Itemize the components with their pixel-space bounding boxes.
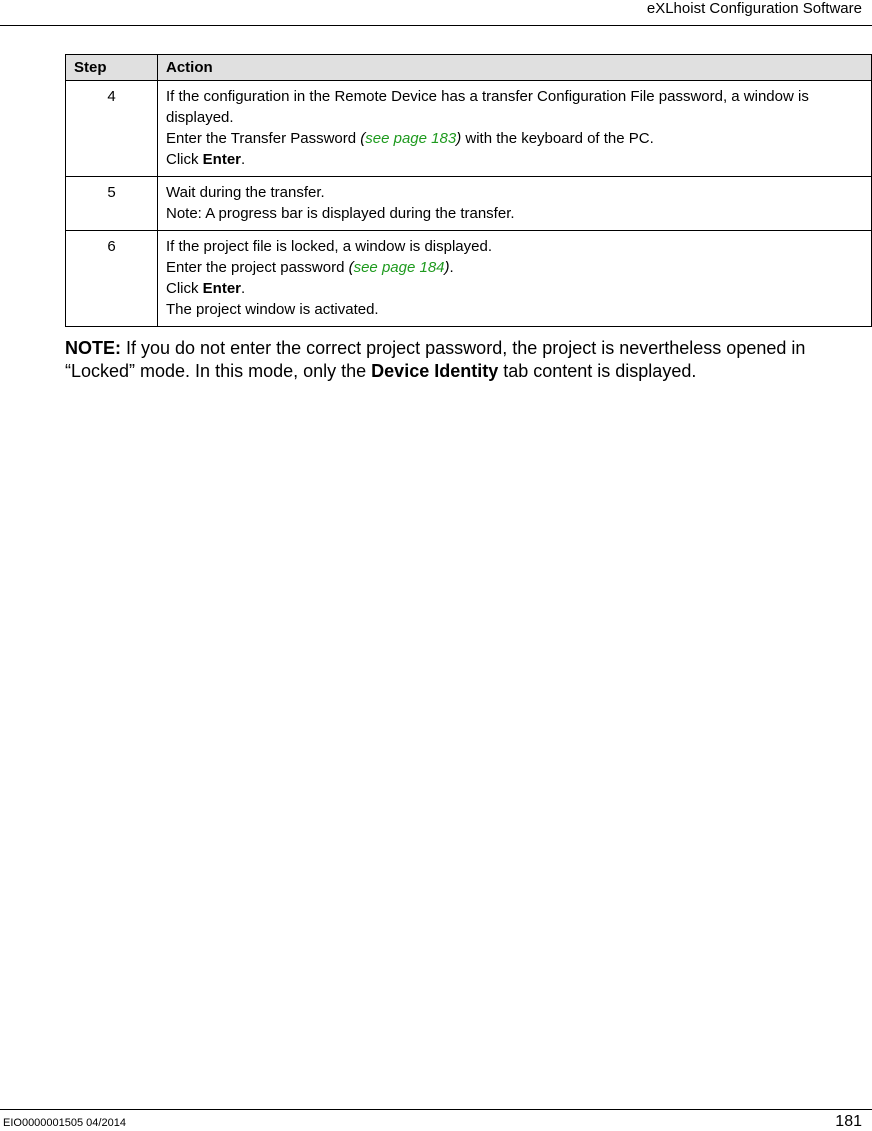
action-text-part: Click: [166, 280, 203, 297]
action-cell: [158, 177, 872, 231]
table-header-row: [66, 55, 872, 81]
procedure-table: [65, 54, 872, 327]
note-emphasis: Device Identity: [371, 361, 499, 381]
action-text: The project window is activated.: [166, 301, 379, 318]
header-divider: [0, 25, 872, 26]
step-number: 4: [66, 81, 158, 177]
action-text: [166, 149, 863, 170]
action-text-part: Click: [166, 151, 203, 168]
action-text: If the configuration in the Remote Device has a transfer Configuration File password, a window is displayed.: [166, 88, 809, 126]
table-row: [66, 177, 872, 231]
action-text: Note: A progress bar is displayed during the transfer.: [166, 205, 515, 222]
action-text-part: .: [241, 280, 246, 297]
step-number: 5: [66, 177, 158, 231]
cross-reference[interactable]: [349, 259, 450, 276]
xref-paren: ): [456, 130, 462, 147]
action-cell: [158, 81, 872, 177]
action-text: [166, 257, 863, 278]
page-reference-link[interactable]: see page 183: [365, 130, 457, 147]
action-text-part: Enter the project password: [166, 259, 349, 276]
ui-label-enter: Enter: [202, 280, 242, 297]
action-text-part: .: [241, 151, 246, 168]
note-text: If you do not enter the correct project password, the project is nevertheless opened in “Locked” mode. In this mode, only the: [65, 338, 806, 381]
xref-paren: ): [444, 259, 450, 276]
cross-reference[interactable]: [360, 130, 461, 147]
note-text: tab content is displayed.: [498, 361, 697, 381]
action-text: Wait during the transfer.: [166, 184, 325, 201]
xref-paren: (: [360, 130, 366, 147]
table-row: [66, 81, 872, 177]
page-reference-link[interactable]: see page 184: [353, 259, 445, 276]
column-header-action: Action: [158, 55, 872, 81]
action-text-part: with the keyboard of the PC.: [461, 130, 654, 147]
xref-paren: (: [348, 259, 354, 276]
running-header-title: eXLhoist Configuration Software: [646, 0, 862, 17]
page-number: 181: [835, 1113, 862, 1130]
note-label: NOTE:: [65, 338, 121, 358]
step-number: 6: [66, 231, 158, 327]
action-cell: [158, 231, 872, 327]
document-id: EIO0000001505 04/2014: [3, 1117, 126, 1129]
ui-label-enter: Enter: [202, 151, 242, 168]
action-text: [166, 278, 863, 299]
footer-divider: [0, 1109, 872, 1110]
column-header-step: Step: [66, 55, 158, 81]
action-text: If the project file is locked, a window is displayed.: [166, 238, 492, 255]
table-row: [66, 231, 872, 327]
action-text: [166, 128, 863, 149]
action-text-part: .: [449, 259, 454, 276]
note-paragraph: [65, 337, 855, 383]
action-text-part: Enter the Transfer Password: [166, 130, 361, 147]
